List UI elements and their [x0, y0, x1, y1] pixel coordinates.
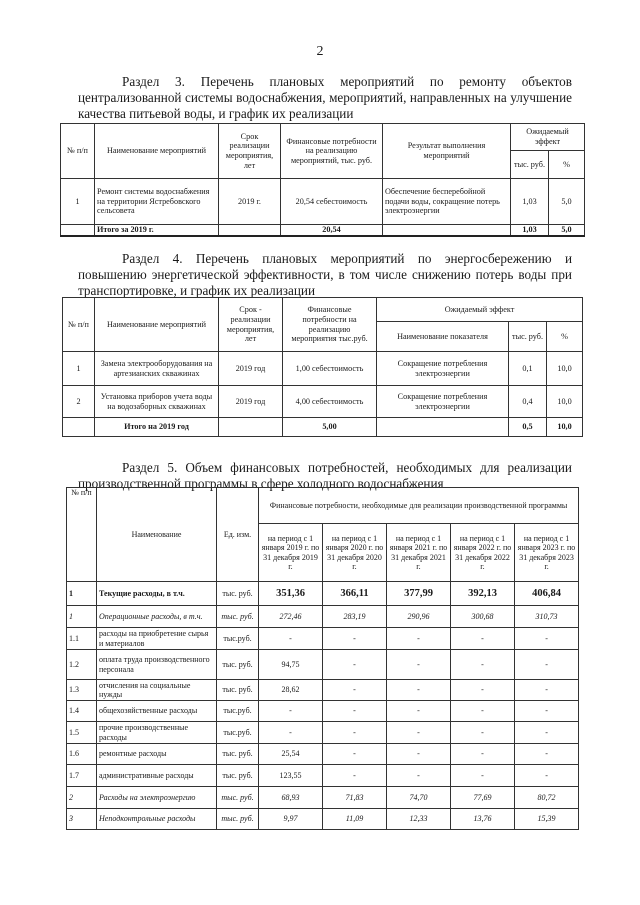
cell-finance: 4,00 себестоимость [283, 386, 377, 418]
header-rub: тыс. руб. [509, 322, 547, 352]
header-indicator: Наименование показателя [377, 322, 509, 352]
cell-value: - [387, 680, 451, 701]
cell-value: - [323, 680, 387, 701]
cell-value: 15,39 [515, 809, 579, 830]
total-row [61, 225, 585, 236]
cell-name: отчисления на социальные нужды [97, 680, 217, 701]
header-num: № п/п [67, 488, 97, 582]
header-term: Срок - реализации мероприятия, лет [219, 298, 283, 352]
cell-indicator: Сокращение потребления электроэнергии [377, 386, 509, 418]
cell-value: - [259, 722, 323, 744]
section3-heading [78, 74, 572, 122]
cell-indicator: Сокращение потребления электроэнергии [377, 352, 509, 386]
cell-value: - [323, 744, 387, 765]
cell-unit: тыс. руб. [217, 582, 259, 606]
cell-value: - [451, 701, 515, 722]
cell-value: - [451, 765, 515, 787]
cell-num: 1.2 [67, 650, 97, 680]
cell-value: - [387, 701, 451, 722]
cell-unit: тыс. руб. [217, 809, 259, 830]
cell-name: Замена электрооборудования на артезианских скважинах [95, 352, 219, 386]
header-effect-rub: тыс. руб. [511, 151, 549, 179]
cell-rub: 0,4 [509, 386, 547, 418]
cell-name: Текущие расходы, в т.ч. [97, 582, 217, 606]
table-row [67, 744, 579, 765]
cell-value: 11,09 [323, 809, 387, 830]
cell-unit: тыс. руб. [217, 765, 259, 787]
cell-num: 1.6 [67, 744, 97, 765]
cell-unit: тыс.руб. [217, 628, 259, 650]
header-finance: Финансовые потребности, необходимые для реализации производственной программы [259, 488, 579, 524]
cell-value: - [515, 701, 579, 722]
cell-num: 1 [67, 606, 97, 628]
table-row [63, 352, 583, 386]
header-unit: Ед. изм. [217, 488, 259, 582]
header-num: № п/п [61, 124, 95, 179]
section4-heading-text: Раздел 4. Перечень плановых мероприятий по энергосбережению и повышению энергетической эффективности, в том числе снижению потерь воды при транспортировке, и график их реализации [78, 251, 572, 298]
cell-value: - [387, 744, 451, 765]
section5-table [66, 487, 579, 830]
cell-pct: 5,0 [549, 179, 585, 225]
total-label: Итого за 2019 г. [95, 225, 219, 236]
cell-value: 377,99 [387, 582, 451, 606]
cell-term: 2019 год [219, 386, 283, 418]
header-result: Результат выполнения мероприятий [383, 124, 511, 179]
cell-name: Неподконтрольные расходы [97, 809, 217, 830]
cell-value: - [515, 722, 579, 744]
cell-num: 1.5 [67, 722, 97, 744]
total-rub: 1,03 [511, 225, 549, 236]
table-row [67, 650, 579, 680]
header-finance: Финансовые потребности на реализацию мероприятий, тыс. руб. [281, 124, 383, 179]
cell-value: 9,97 [259, 809, 323, 830]
cell-name: ремонтные расходы [97, 744, 217, 765]
cell-name: расходы на приобретение сырья и материалов [97, 628, 217, 650]
cell-value: - [387, 628, 451, 650]
cell-value: - [323, 765, 387, 787]
cell-value: - [515, 650, 579, 680]
total-rub: 0,5 [509, 418, 547, 437]
cell-value: - [451, 628, 515, 650]
header-period: на период с 1 января 2020 г. по 31 декабря 2020 г. [323, 524, 387, 582]
cell-value: 71,83 [323, 787, 387, 809]
cell-pct: 10,0 [547, 352, 583, 386]
cell-name: оплата труда производственного персонала [97, 650, 217, 680]
cell-num: 1.4 [67, 701, 97, 722]
table-row [67, 809, 579, 830]
cell-value: 12,33 [387, 809, 451, 830]
section4-table [62, 297, 583, 437]
cell-rub: 1,03 [511, 179, 549, 225]
cell-rub: 0,1 [509, 352, 547, 386]
header-name: Наименование мероприятий [95, 124, 219, 179]
cell-value: - [323, 628, 387, 650]
cell-value: - [451, 744, 515, 765]
table-row [63, 386, 583, 418]
cell-finance: 1,00 себестоимость [283, 352, 377, 386]
section3-table [60, 123, 585, 237]
table-row [67, 787, 579, 809]
total-pct: 5,0 [549, 225, 585, 236]
cell-value: 94,75 [259, 650, 323, 680]
cell-value: 283,19 [323, 606, 387, 628]
cell-value: - [259, 701, 323, 722]
total-pct: 10,0 [547, 418, 583, 437]
cell-unit: тыс. руб. [217, 650, 259, 680]
page-number: 2 [316, 44, 324, 59]
cell-value: 77,69 [451, 787, 515, 809]
table-row [67, 582, 579, 606]
cell-value: - [387, 722, 451, 744]
cell-value: - [451, 722, 515, 744]
table-row [67, 680, 579, 701]
cell-result: Обеспечение бесперебойной подачи воды, сокращение потерь электроэнергии [383, 179, 511, 225]
table-row [67, 722, 579, 744]
cell-unit: тыс.руб. [217, 701, 259, 722]
table-row [61, 179, 585, 225]
cell-value: - [515, 744, 579, 765]
cell-value: - [515, 680, 579, 701]
cell-value: 80,72 [515, 787, 579, 809]
total-finance: 5,00 [283, 418, 377, 437]
cell-value: 13,76 [451, 809, 515, 830]
header-finance: Финансовые потребности на реализацию мероприятия тыс.руб. [283, 298, 377, 352]
total-label: Итого на 2019 год [95, 418, 219, 437]
cell-finance: 20,54 себестоимость [281, 179, 383, 225]
table-row [67, 701, 579, 722]
cell-name: общехозяйственные расходы [97, 701, 217, 722]
cell-num: 2 [67, 787, 97, 809]
cell-value: 25,54 [259, 744, 323, 765]
cell-num: 1.1 [67, 628, 97, 650]
cell-value: - [451, 650, 515, 680]
cell-name: Ремонт системы водоснабжения на территории Ястребовского сельсовета [95, 179, 219, 225]
cell-num: 2 [63, 386, 95, 418]
cell-value: 272,46 [259, 606, 323, 628]
cell-value: 406,84 [515, 582, 579, 606]
cell-value: 290,96 [387, 606, 451, 628]
cell-name: Установка приборов учета воды на водозаборных скважинах [95, 386, 219, 418]
cell-value: 74,70 [387, 787, 451, 809]
cell-value: 300,68 [451, 606, 515, 628]
cell-num: 1.7 [67, 765, 97, 787]
cell-num: 1 [63, 352, 95, 386]
cell-unit: тыс. руб. [217, 606, 259, 628]
cell-value: - [387, 650, 451, 680]
cell-unit: тыс. руб. [217, 680, 259, 701]
cell-name: административные расходы [97, 765, 217, 787]
header-term: Срок реализации мероприятия, лет [219, 124, 281, 179]
table-row [67, 606, 579, 628]
cell-name: прочие производственные расходы [97, 722, 217, 744]
cell-value: - [259, 628, 323, 650]
cell-value: 351,36 [259, 582, 323, 606]
cell-value: - [515, 628, 579, 650]
cell-term: 2019 г. [219, 179, 281, 225]
cell-unit: тыс.руб. [217, 722, 259, 744]
header-num: № п/п [63, 298, 95, 352]
table-row [67, 628, 579, 650]
header-effect: Ожидаемый эффект [377, 298, 583, 322]
cell-value: 123,55 [259, 765, 323, 787]
cell-value: 28,62 [259, 680, 323, 701]
cell-value: - [323, 722, 387, 744]
cell-value: - [515, 765, 579, 787]
cell-value: 310,73 [515, 606, 579, 628]
header-period: на период с 1 января 2021 г. по 31 декабря 2021 г. [387, 524, 451, 582]
section4-heading [78, 251, 572, 299]
header-period: на период с 1 января 2019 г. по 31 декабря 2019 г. [259, 524, 323, 582]
cell-pct: 10,0 [547, 386, 583, 418]
header-name: Наименование мероприятий [95, 298, 219, 352]
cell-num: 1 [67, 582, 97, 606]
header-pct: % [547, 322, 583, 352]
cell-value: 392,13 [451, 582, 515, 606]
cell-value: 366,11 [323, 582, 387, 606]
cell-unit: тыс. руб. [217, 787, 259, 809]
cell-name: Расходы на электроэнергию [97, 787, 217, 809]
cell-value: - [387, 765, 451, 787]
header-effect-pct: % [549, 151, 585, 179]
section3-heading-text: Раздел 3. Перечень плановых мероприятий по ремонту объектов централизованной системы водоснабжения, мероприятий, направленных на улучшение качества питьевой воды, и график их реализации [78, 74, 572, 121]
cell-value: - [451, 680, 515, 701]
cell-num: 1 [61, 179, 95, 225]
header-period: на период с 1 января 2022 г. по 31 декабря 2022 г. [451, 524, 515, 582]
total-finance: 20,54 [281, 225, 383, 236]
header-period: на период с 1 января 2023 г. по 31 декабря 2023 г. [515, 524, 579, 582]
total-row [63, 418, 583, 437]
cell-num: 3 [67, 809, 97, 830]
cell-term: 2019 год [219, 352, 283, 386]
cell-name: Операционные расходы, в т.ч. [97, 606, 217, 628]
cell-value: - [323, 650, 387, 680]
cell-num: 1.3 [67, 680, 97, 701]
section5-heading-text: Раздел 5. Объем финансовых потребностей, необходимых для реализации производственной программы в сфере холодного водоснабжения [78, 460, 572, 491]
cell-value: 68,93 [259, 787, 323, 809]
table-row [67, 765, 579, 787]
header-effect: Ожидаемый эффект [511, 124, 585, 151]
cell-value: - [323, 701, 387, 722]
cell-unit: тыс. руб. [217, 744, 259, 765]
header-name: Наименование [97, 488, 217, 582]
